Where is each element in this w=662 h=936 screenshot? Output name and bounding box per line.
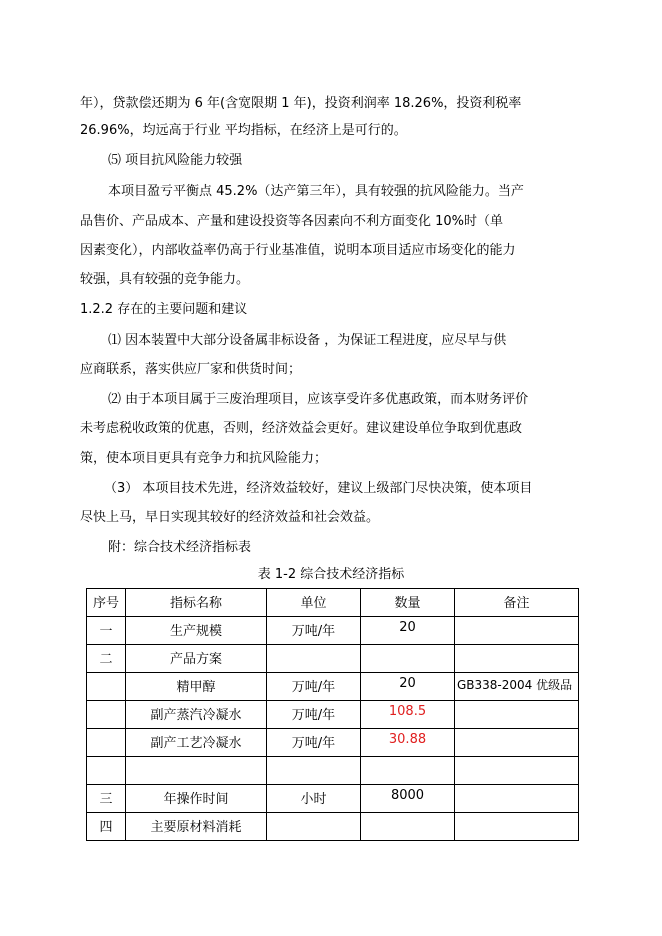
table-cell: 万吨/年 [267,617,361,645]
table-cell: 一 [87,617,126,645]
table-row [87,813,579,841]
table-cell: GB338-2004 优级品 [455,673,579,701]
table-cell: 产品方案 [126,645,267,673]
table-row [87,729,579,757]
paragraph-line: ⑴ 因本装置中大部分设备属非标设备 ，为保证工程进度，应尽早与供 [108,333,507,348]
paragraph-line: 应商联系，落实供应厂家和供货时间； [80,362,302,377]
paragraph-line: ⑵ 由于本项目属于三废治理项目，应该享受许多优惠政策，而本财务评价 [108,392,529,407]
header-cell: 数量 [361,589,455,617]
table-row-empty [87,757,579,785]
table-cell [455,701,579,729]
table-cell: 20 [361,617,455,645]
table-cell: 万吨/年 [267,729,361,757]
table-cell: 生产规模 [126,617,267,645]
section-heading: ⑸ 项目抗风险能力较强 [108,153,243,168]
table-cell: 万吨/年 [267,673,361,701]
appendix-label: 附：综合技术经济指标表 [108,540,252,555]
paragraph-line: 本项目盈亏平衡点 45.2%（达产第三年），具有较强的抗风险能力。当产 [108,184,524,199]
table-cell: 三 [87,785,126,813]
indicator-table [86,588,579,841]
header-cell: 单位 [267,589,361,617]
table-cell [455,645,579,673]
table-cell: 二 [87,645,126,673]
table-cell [126,757,267,785]
table-cell [455,617,579,645]
table-cell [87,673,126,701]
table-cell [361,757,455,785]
paragraph-line: 未考虑税收政策的优惠，否则，经济效益会更好。建议建设单位争取到优惠政 [80,421,523,436]
paragraph-line: 较强，具有较强的竞争能力。 [80,272,250,287]
table-row [87,617,579,645]
table-cell: 精甲醇 [126,673,267,701]
table-cell [87,729,126,757]
table-cell [267,757,361,785]
table-cell [361,813,455,841]
table-cell: 20 [361,673,455,701]
table-cell: 8000 [361,785,455,813]
table-cell-highlighted: 30.88 [361,729,455,757]
section-heading: 1.2.2 存在的主要问题和建议 [80,302,248,317]
table-cell [455,757,579,785]
header-cell: 序号 [87,589,126,617]
paragraph-line: 策，使本项目更具有竞争力和抗风险能力； [80,451,328,466]
table-cell: 年操作时间 [126,785,267,813]
table-cell [87,757,126,785]
table-cell [361,645,455,673]
table-cell [455,785,579,813]
paragraph-line: 因素变化），内部收益率仍高于行业基准值，说明本项目适应市场变化的能力 [80,243,516,258]
table-cell [267,813,361,841]
paragraph-line: 年），贷款偿还期为 6 年(含宽限期 1 年)，投资利润率 18.26%，投资利税率 [80,96,522,111]
header-cell: 指标名称 [126,589,267,617]
table-cell: 主要原材料消耗 [126,813,267,841]
paragraph-line: 品售价、产品成本、产量和建设投资等各因素向不利方面变化 10%时（单 [80,214,504,229]
paragraph-line: （3） 本项目技术先进，经济效益较好，建议上级部门尽快决策，使本项目 [104,481,533,496]
paragraph-line: 26.96%，均远高于行业 平均指标，在经济上是可行的。 [80,123,407,138]
table-cell: 四 [87,813,126,841]
table-row [87,673,579,701]
paragraph-line: 尽快上马，早日实现其较好的经济效益和社会效益。 [80,510,380,525]
table-cell: 副产工艺冷凝水 [126,729,267,757]
table-cell [267,645,361,673]
table-cell [455,729,579,757]
header-cell: 备注 [455,589,579,617]
table-row [87,785,579,813]
table-cell: 小时 [267,785,361,813]
table-row [87,645,579,673]
table-cell: 万吨/年 [267,701,361,729]
table-cell-highlighted: 108.5 [361,701,455,729]
table-header-row [87,589,579,617]
table-cell [87,701,126,729]
table-row [87,701,579,729]
table-cell [455,813,579,841]
table-cell: 副产蒸汽冷凝水 [126,701,267,729]
table-caption: 表 1-2 综合技术经济指标 [257,567,405,582]
